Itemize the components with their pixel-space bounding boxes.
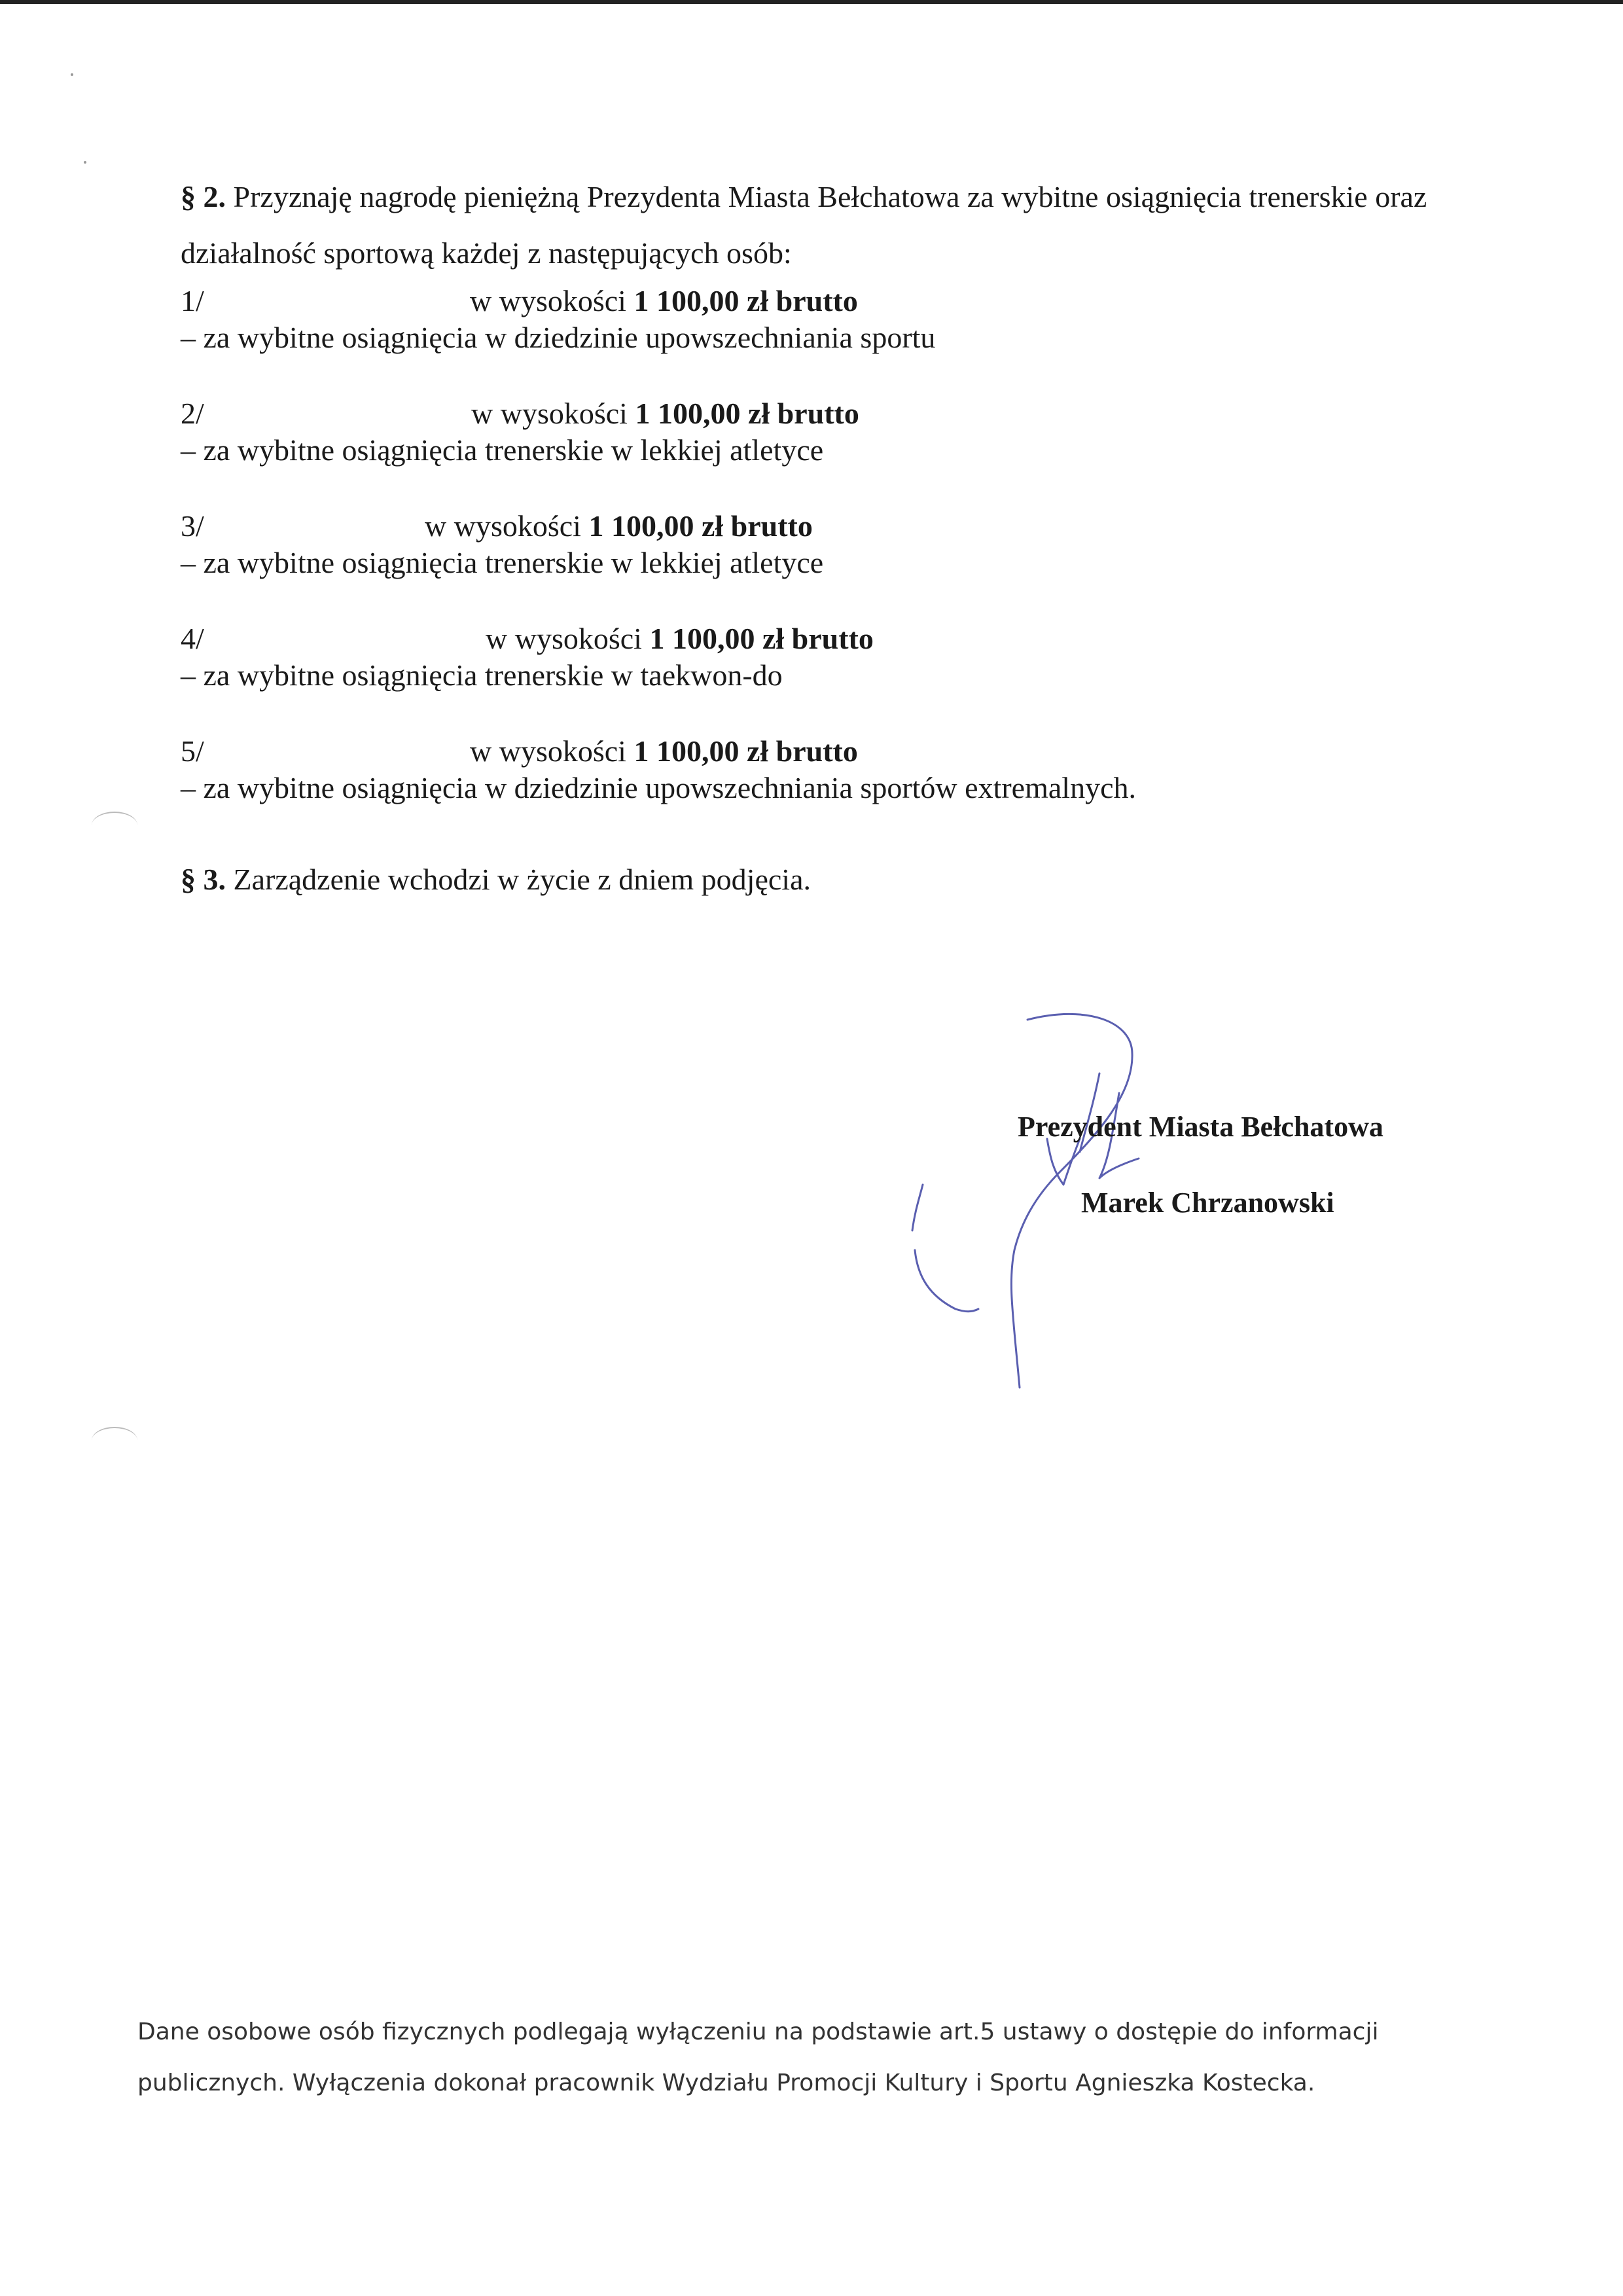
item-amount: 1 100,00 zł brutto [649, 622, 874, 655]
item-amount: 1 100,00 zł brutto [588, 509, 813, 543]
data-protection-footer: Dane osobowe osób fizycznych podlegają wyłączeniu na podstawie art.5 ustawy o dostępie do informacji publicznych. Wyłączenia dokonał pracownik Wydziału Promocji Kultury i Sportu Agnieszka Kostecka. [137, 2018, 1379, 2096]
award-item-1 [181, 283, 935, 356]
item-description: – za wybitne osiągnięcia trenerskie w taekwon-do [181, 658, 783, 692]
item-amount-line [425, 508, 813, 545]
item-description: – za wybitne osiągnięcia w dziedzinie upowszechniania sportu [181, 321, 936, 354]
item-number: 4/ [181, 622, 204, 655]
scan-speck [84, 161, 86, 164]
punch-hole-mark [92, 1427, 137, 1454]
award-item-5 [181, 733, 1136, 806]
punch-hole-mark [92, 812, 137, 839]
item-amount: 1 100,00 zł brutto [635, 397, 859, 430]
item-amount-line [471, 395, 859, 432]
item-amount-line [470, 283, 858, 319]
section-3-paragraph [181, 861, 811, 898]
award-item-3 [181, 508, 823, 581]
item-number: 2/ [181, 397, 204, 430]
award-item-4 [181, 620, 874, 694]
item-amount-prefix: w wysokości [486, 622, 642, 655]
section-3-marker: § 3. [181, 863, 226, 896]
item-amount: 1 100,00 zł brutto [633, 284, 858, 317]
item-description: – za wybitne osiągnięcia trenerskie w lekkiej atletyce [181, 546, 824, 579]
section-3-text: Zarządzenie wchodzi w życie z dniem podjęcia. [233, 863, 811, 896]
item-amount-prefix: w wysokości [470, 734, 626, 768]
item-amount-prefix: w wysokości [470, 284, 626, 317]
section-2-paragraph [181, 169, 1503, 281]
section-2-text: Przyznaję nagrodę pieniężną Prezydenta Miasta Bełchatowa za wybitne osiągnięcia trenerskie oraz działalność sportową każdej z następujących osób: [181, 180, 1427, 270]
signatory-title: Prezydent Miasta Bełchatowa [1018, 1111, 1383, 1143]
item-amount-prefix: w wysokości [471, 397, 628, 430]
award-item-2 [181, 395, 859, 469]
item-amount-line [486, 620, 874, 657]
item-number: 3/ [181, 509, 204, 543]
item-amount-line [470, 733, 858, 770]
item-amount-prefix: w wysokości [425, 509, 581, 543]
item-number: 5/ [181, 734, 204, 768]
scan-top-edge [0, 0, 1623, 4]
scan-speck [71, 73, 73, 76]
section-2-marker: § 2. [181, 180, 226, 213]
signatory-name: Marek Chrzanowski [1081, 1187, 1334, 1219]
item-description: – za wybitne osiągnięcia trenerskie w lekkiej atletyce [181, 433, 824, 467]
item-description: – za wybitne osiągnięcia w dziedzinie upowszechniania sportów extremalnych. [181, 771, 1136, 804]
item-amount: 1 100,00 zł brutto [633, 734, 858, 768]
item-number: 1/ [181, 284, 204, 317]
